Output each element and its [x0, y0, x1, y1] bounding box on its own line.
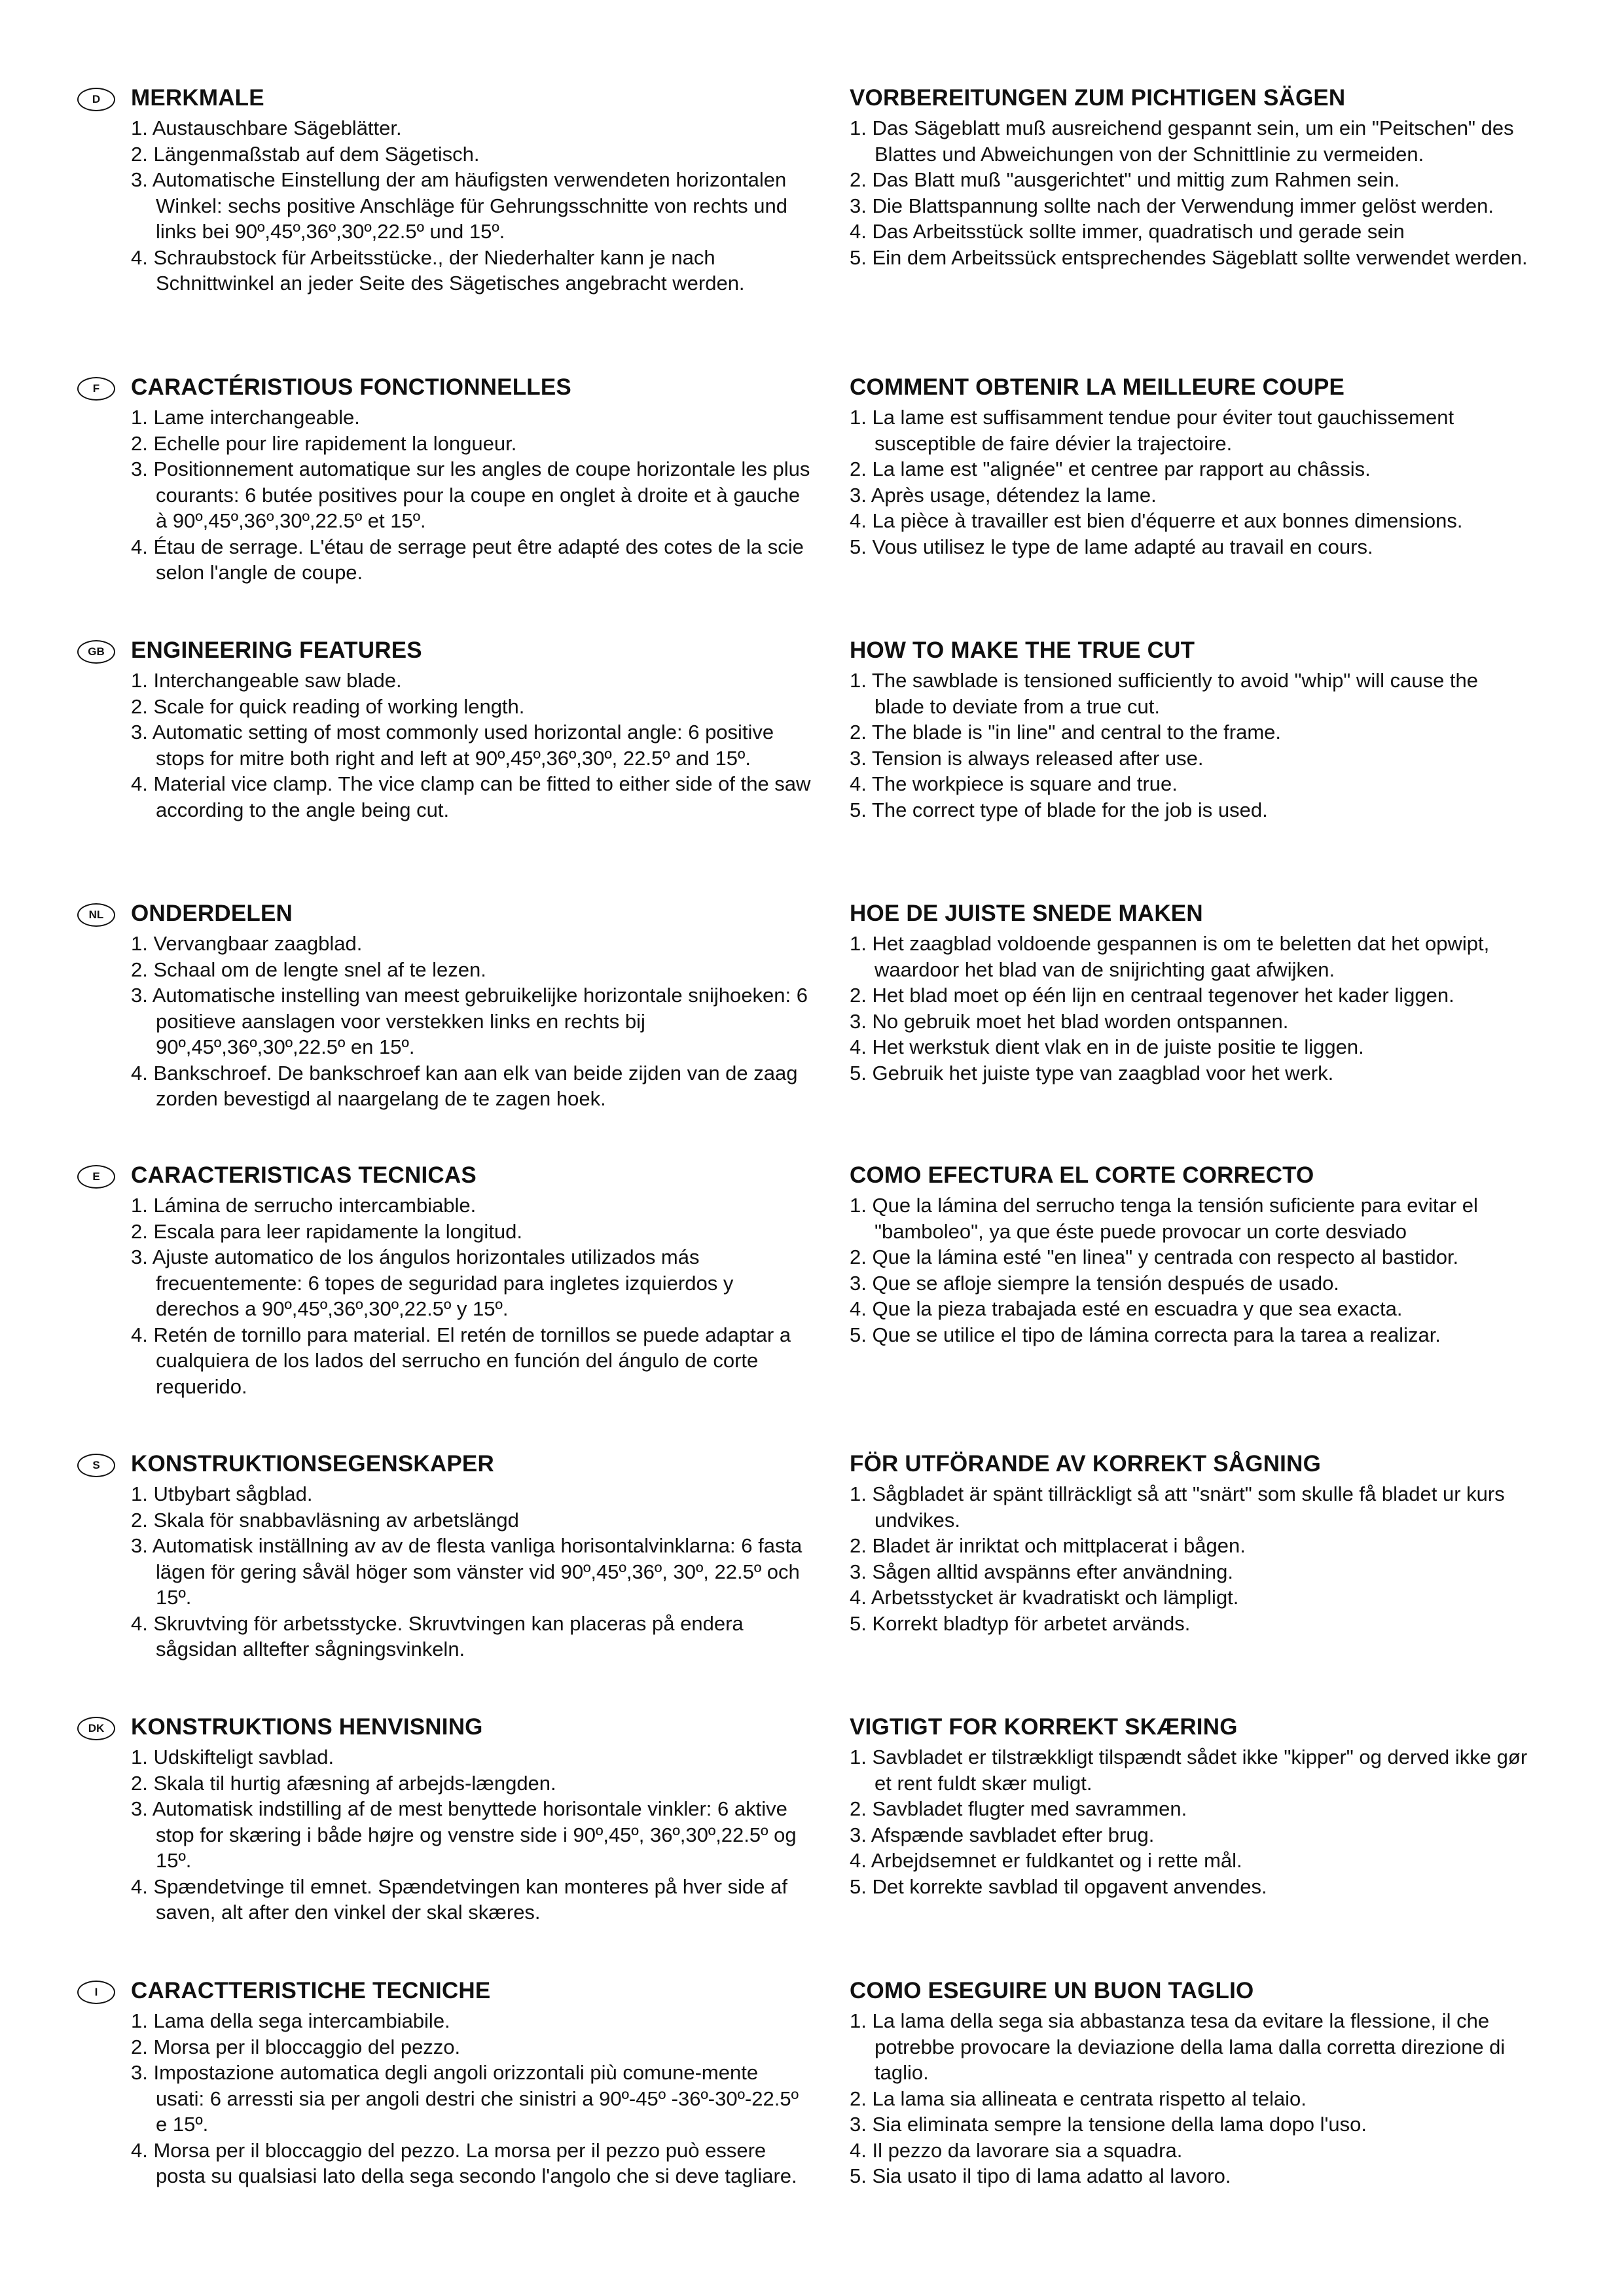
- list-item: 3. Die Blattspannung sollte nach der Verwendung immer gelöst werden.: [850, 194, 1494, 217]
- list-item: 4. Arbejdsemnet er fuldkantet og i rette mål.: [850, 1849, 1242, 1872]
- list-item: 3. Tension is always released after use.: [850, 746, 1204, 770]
- list-item: 5. Que se utilice el tipo de lámina correcta para la tarea a realizar.: [850, 1323, 1441, 1346]
- list-item: 3. No gebruik moet het blad worden ontspannen.: [850, 1009, 1289, 1033]
- section-left: [92, 1450, 812, 1662]
- section-title: COMO EFECTURA EL CORTE CORRECTO: [850, 1162, 1314, 1188]
- list-item: 1. Het zaagblad voldoende gespannen is om te beletten dat het opwipt, waardoor het blad van de snijrichting gaat afwijken.: [850, 932, 1490, 981]
- section-title: VIGTIGT FOR KORREKT SKÆRING: [850, 1714, 1238, 1740]
- list-item: 4. Retén de tornillo para material. El retén de tornillos se puede adaptar a cualquiera de los lados del serrucho en función del ángulo de corte requerido.: [131, 1323, 791, 1398]
- list-item: 1. Savbladet er tilstrækkligt tilspændt sådet ikke "kipper" og derved ikke gør et rent fuldt skær muligt.: [850, 1746, 1528, 1795]
- list-item: 4. Morsa per il bloccaggio del pezzo. La morsa per il pezzo può essere posta su qualsiasi lato della sega secondo l'angolo che si deve tagliare.: [131, 2138, 797, 2187]
- list-item: 3. Automatisk indstilling af de mest benyttede horisontale vinkler: 6 aktive stop for skæring i både højre og venstre side i 90º,45º, 36º,30º,22.5º og 15º.: [131, 1797, 797, 1872]
- section-title: COMO ESEGUIRE UN BUON TAGLIO: [850, 1978, 1254, 2003]
- section-right: [850, 1977, 1530, 2189]
- list-item: 1. Lame interchangeable.: [131, 406, 360, 429]
- list-item: 5. The correct type of blade for the job is used.: [850, 798, 1268, 821]
- list-item: 5. Sia usato il tipo di lama adatto al lavoro.: [850, 2164, 1231, 2187]
- list-item: 3. Sågen alltid avspänns efter användning.: [850, 1560, 1233, 1583]
- section-list: [850, 115, 1530, 270]
- section-list: [850, 1193, 1530, 1348]
- list-item: 3. Afspænde savbladet efter brug.: [850, 1823, 1155, 1846]
- list-item: 2. Schaal om de lengte snel af te lezen.: [131, 958, 486, 981]
- list-item: 4. Spændetvinge til emnet. Spændetvingen kan monteres på hver side af saven, alt after den vinkel der skal skæres.: [131, 1874, 787, 1924]
- list-item: 4. Material vice clamp. The vice clamp can be fitted to either side of the saw according to the angle being cut.: [131, 772, 811, 821]
- list-item: 4. La pièce à travailler est bien d'équerre et aux bonnes dimensions.: [850, 509, 1463, 532]
- language-badge: I: [77, 1981, 115, 2004]
- list-item: 4. Skruvtving för arbetsstycke. Skruvtvingen kan placeras på endera sågsidan alltefter sågningsvinkeln.: [131, 1611, 744, 1660]
- list-item: 1. Vervangbaar zaagblad.: [131, 932, 363, 955]
- section-right: [850, 636, 1530, 823]
- section-right: [850, 899, 1530, 1086]
- section-list: [131, 404, 812, 586]
- section-list: [131, 1481, 812, 1662]
- list-item: 4. Das Arbeitsstück sollte immer, quadratisch und gerade sein: [850, 220, 1405, 243]
- list-item: 5. Det korrekte savblad til opgavent anvendes.: [850, 1874, 1267, 1898]
- section-left: [88, 1713, 812, 1926]
- list-item: 2. The blade is "in line" and central to the frame.: [850, 721, 1282, 744]
- list-item: 2. Längenmaßstab auf dem Sägetisch.: [131, 142, 480, 166]
- list-item: 2. Skala för snabbavläsning av arbetslängd: [131, 1508, 519, 1532]
- language-badge: E: [77, 1165, 115, 1189]
- list-item: 3. Que se afloje siempre la tensión después de usado.: [850, 1271, 1339, 1295]
- list-item: 3. Automatisk inställning av av de flesta vanliga horisontalvinklarna: 6 fasta lägen för gering såväl höger som vänster vid 90º,45º,36º, 30º, 22.5º och 15º.: [131, 1534, 803, 1609]
- list-item: 2. Morsa per il bloccaggio del pezzo.: [131, 2035, 461, 2058]
- language-badge: NL: [77, 903, 115, 927]
- section-left: [94, 1977, 812, 2189]
- list-item: 1. Das Sägeblatt muß ausreichend gespannt sein, um ein "Peitschen" des Blattes und Abweichungen von der Schnittlinie zu vermeiden.: [850, 117, 1514, 166]
- section-list: [850, 1481, 1530, 1636]
- section-title: VORBEREITUNGEN ZUM PICHTIGEN SÄGEN: [850, 85, 1346, 111]
- list-item: 3. Automatische instelling van meest gebruikelijke horizontale snijhoeken: 6 positieve aanslagen voor verstekken links en rechts bij 90º,45º,36º,30º,22.5º en 15º.: [131, 984, 808, 1058]
- section-list: [131, 1744, 812, 1926]
- language-badge: DK: [77, 1717, 115, 1740]
- list-item: 1. La lama della sega sia abbastanza tesa da evitare la flessione, il che potrebbe provocare la deviazione della lama dalla corretta direzione di taglio.: [850, 2009, 1506, 2084]
- section-title: MERKMALE: [131, 85, 264, 111]
- list-item: 1. Sågbladet är spänt tillräckligt så att "snärt" som skulle få bladet ur kurs undvikes.: [850, 1482, 1505, 1532]
- section-title: CARACTERISTICAS TECNICAS: [131, 1162, 477, 1188]
- section-list: [131, 1193, 812, 1399]
- language-badge: GB: [77, 640, 115, 664]
- section-right: [850, 84, 1530, 270]
- section-title: FÖR UTFÖRANDE AV KORREKT SÅGNING: [850, 1451, 1322, 1477]
- section-left: [92, 1161, 812, 1399]
- section-right: [850, 373, 1530, 560]
- section-title: CARACTTERISTICHE TECNICHE: [131, 1978, 491, 2003]
- section-left: [88, 899, 812, 1112]
- list-item: 3. Automatische Einstellung der am häufigsten verwendeten horizontalen Winkel: sechs positive Anschläge für Gehrungsschnitte von rechts und links bei 90º,45º,36º,30º,22.5º und 15º.: [131, 168, 787, 243]
- list-item: 2. La lame est "alignée" et centree par rapport au châssis.: [850, 457, 1371, 480]
- list-item: 1. Austauschbare Sägeblätter.: [131, 117, 402, 139]
- list-item: 1. Udskifteligt savblad.: [131, 1746, 334, 1768]
- language-badge: S: [77, 1454, 115, 1477]
- list-item: 5. Gebruik het juiste type van zaagblad voor het werk.: [850, 1061, 1334, 1085]
- section-left: [88, 636, 812, 823]
- list-item: 3. Après usage, détendez la lame.: [850, 483, 1157, 507]
- list-item: 4. The workpiece is square and true.: [850, 772, 1178, 795]
- list-item: 4. Arbetsstycket är kvadratiskt och lämpligt.: [850, 1586, 1239, 1609]
- language-badge: F: [77, 377, 115, 401]
- list-item: 2. Das Blatt muß "ausgerichtet" und mittig zum Rahmen sein.: [850, 168, 1400, 191]
- list-item: 1. Interchangeable saw blade.: [131, 669, 402, 692]
- section-list: [850, 931, 1530, 1086]
- list-item: 1. Que la lámina del serrucho tenga la tensión suficiente para evitar el "bamboleo", ya que éste puede provocar un corte desviado: [850, 1194, 1478, 1243]
- list-item: 3. Sia eliminata sempre la tensione della lama dopo l'uso.: [850, 2113, 1367, 2136]
- section-list: [850, 404, 1530, 560]
- list-item: 1. The sawblade is tensioned sufficiently to avoid "whip" will cause the blade to deviate from a true cut.: [850, 669, 1479, 718]
- list-item: 2. Escala para leer rapidamente la longitud.: [131, 1219, 522, 1243]
- list-item: 4. Il pezzo da lavorare sia a squadra.: [850, 2138, 1183, 2162]
- list-item: 3. Impostazione automatica degli angoli orizzontali più comune-mente usati: 6 arressti sia per angoli destri che sinistri a 90º-45º -36º-30º-22.5º e 15º.: [131, 2061, 799, 2136]
- list-item: 2. Savbladet flugter med savrammen.: [850, 1797, 1187, 1820]
- list-item: 4. Bankschroef. De bankschroef kan aan elk van beide zijden van de zaag zorden bevestigd al naargelang de te zagen hoek.: [131, 1061, 798, 1110]
- section-title: KONSTRUKTIONS HENVISNING: [131, 1714, 483, 1740]
- list-item: 4. Étau de serrage. L'étau de serrage peut être adapté des cotes de la scie selon l'angle de coupe.: [131, 535, 804, 584]
- section-list: [850, 1744, 1530, 1899]
- section-title: KONSTRUKTIONSEGENSKAPER: [131, 1451, 494, 1477]
- section-list: [850, 668, 1530, 823]
- list-item: 2. Het blad moet op één lijn en centraal tegenover het kader liggen.: [850, 984, 1454, 1007]
- list-item: 5. Korrekt bladtyp för arbetet arvänds.: [850, 1611, 1191, 1635]
- list-item: 2. La lama sia allineata e centrata rispetto al telaio.: [850, 2087, 1307, 2110]
- list-item: 2. Echelle pour lire rapidement la longueur.: [131, 431, 517, 455]
- section-list: [131, 668, 812, 823]
- list-item: 1. Lámina de serrucho intercambiable.: [131, 1194, 477, 1217]
- section-title: ONDERDELEN: [131, 901, 293, 926]
- list-item: 4. Schraubstock für Arbeitsstücke., der Niederhalter kann je nach Schnittwinkel an jeder Seite des Sägetisches angebracht werden.: [131, 245, 745, 295]
- section-title: ENGINEERING FEATURES: [131, 637, 422, 663]
- section-list: [131, 115, 812, 296]
- section-right: [850, 1713, 1530, 1899]
- section-title: COMMENT OBTENIR LA MEILLEURE COUPE: [850, 374, 1345, 400]
- section-right: [850, 1450, 1530, 1636]
- section-title: HOW TO MAKE THE TRUE CUT: [850, 637, 1195, 663]
- list-item: 1. Utbybart sågblad.: [131, 1482, 313, 1505]
- list-item: 2. Scale for quick reading of working length.: [131, 694, 525, 718]
- list-item: 3. Ajuste automatico de los ángulos horizontales utilizados más frecuentemente: 6 topes de seguridad para ingletes izquierdos y derechos a 90º,45º,36º,30º,22.5º y 15º.: [131, 1246, 734, 1320]
- list-item: 2. Que la lámina esté "en linea" y centrada con respecto al bastidor.: [850, 1246, 1459, 1268]
- section-list: [850, 2008, 1530, 2189]
- list-item: 4. Het werkstuk dient vlak en in de juiste positie te liggen.: [850, 1035, 1364, 1058]
- section-left: [92, 373, 812, 586]
- section-title: CARACTÉRISTIOUS FONCTIONNELLES: [131, 374, 571, 400]
- section-title: HOE DE JUISTE SNEDE MAKEN: [850, 901, 1203, 926]
- language-badge: D: [77, 88, 115, 111]
- section-right: [850, 1161, 1530, 1348]
- list-item: 3. Automatic setting of most commonly used horizontal angle: 6 positive stops for mitre both right and left at 90º,45º,36º,30º, 22.5º and 15º.: [131, 721, 774, 770]
- list-item: 5. Ein dem Arbeitssück entsprechendes Sägeblatt sollte verwendet werden.: [850, 245, 1528, 269]
- list-item: 3. Positionnement automatique sur les angles de coupe horizontale les plus courants: 6 butée positives pour la coupe en onglet à droite et à gauche à 90º,45º,36º,30º,22.5º et 15º.: [131, 457, 810, 532]
- list-item: 1. La lame est suffisamment tendue pour éviter tout gauchissement susceptible de faire dévier la trajectoire.: [850, 406, 1454, 455]
- list-item: 4. Que la pieza trabajada esté en escuadra y que sea exacta.: [850, 1297, 1403, 1320]
- section-list: [131, 2008, 812, 2189]
- list-item: 5. Vous utilisez le type de lame adapté au travail en cours.: [850, 535, 1373, 558]
- list-item: 2. Skala til hurtig afæsning af arbejds-længden.: [131, 1771, 556, 1795]
- section-list: [131, 931, 812, 1112]
- list-item: 2. Bladet är inriktat och mittplacerat i bågen.: [850, 1534, 1246, 1557]
- list-item: 1. Lama della sega intercambiabile.: [131, 2009, 450, 2032]
- section-left: [92, 84, 812, 296]
